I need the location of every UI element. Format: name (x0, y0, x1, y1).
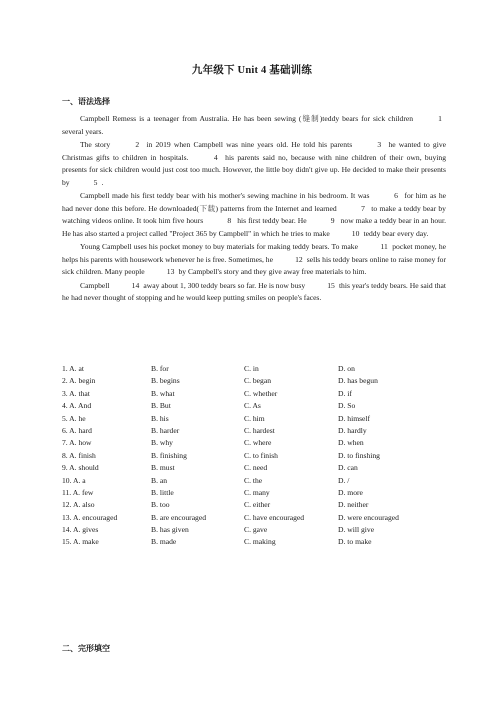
chinese-gloss: 下载 (199, 203, 216, 213)
passage-text-run: )teddy bears for sick children (319, 114, 417, 123)
option-a: 2. A. begin (62, 376, 96, 386)
passage-text-run: his parents said no, because with nine children of their own, buying presents for sick children would just cost too much. However, the little boy didn't give up. He decided to make their presents by (62, 152, 447, 187)
option-a: 7. A. how (62, 438, 92, 448)
passage-paragraph (62, 113, 446, 138)
blank-number: 8 (227, 216, 232, 225)
option-c: C. gave (244, 525, 268, 535)
passage-text-run: now make a teddy bear in an hour. He has also started a project called "Project 365 by Campbell" in which he tries to make (62, 216, 446, 238)
option-c: C. began (244, 376, 271, 386)
option-b: B. too (151, 500, 170, 510)
option-row (62, 487, 446, 499)
passage-text-run: Campbell Remess is a teenager from Australia. He has been sewing ( (80, 114, 302, 123)
blank-number: 11 (380, 242, 388, 251)
option-b: B. his (151, 413, 169, 423)
option-row (62, 413, 446, 425)
passage-paragraph (62, 241, 446, 279)
section-heading-cloze: 二、完形填空 (62, 644, 110, 653)
option-row (62, 400, 446, 412)
passage-text-run: for him as he had never done this before. He downloaded( (62, 191, 446, 213)
option-d: D. has begun (338, 376, 378, 386)
option-a: 1. A. at (62, 364, 84, 373)
blank-number: 13 (166, 267, 175, 276)
blank-number: 3 (377, 140, 382, 149)
option-b: B. made (151, 537, 177, 547)
blank-number: 9 (330, 216, 335, 225)
passage-text-run: his first teddy bear. He (235, 216, 309, 225)
option-b: B. begins (151, 376, 180, 386)
blank-number: 14 (131, 280, 140, 290)
option-d: D. if (338, 388, 352, 398)
option-a: 3. A. that (62, 388, 90, 398)
option-row (62, 375, 446, 387)
option-row (62, 450, 446, 462)
passage-text-run: Campbell (80, 280, 112, 290)
passage-text-run: Campbell made his first teddy bear with his mother's sewing machine in his bedroom. It was (80, 191, 372, 200)
blank-number: 5 (93, 177, 98, 187)
option-d: D. when (338, 438, 364, 448)
passage-text-run: ) patterns from the Internet and learned (215, 203, 339, 213)
option-a: 15. A. make (62, 537, 99, 547)
blank-number: 7 (361, 203, 365, 213)
option-row (62, 524, 446, 536)
option-a: 12. A. also (62, 500, 95, 510)
option-b: B. are encouraged (151, 512, 207, 522)
option-c: C. where (244, 438, 272, 448)
chinese-gloss: 缝制 (301, 114, 320, 123)
passage-text-run: by Campbell's story and they give away free materials to him. (176, 267, 367, 276)
blank-number: 12 (295, 254, 303, 264)
passage-text-run: this year's teddy bears. He said that he had never thought of stopping and he would keep putting smiles on people's faces. (62, 280, 446, 302)
option-d: D. were encouraged (338, 512, 399, 522)
option-c: C. making (244, 537, 276, 547)
option-b: B. But (151, 401, 171, 411)
option-d: D. can (338, 463, 358, 473)
option-c: C. the (244, 475, 263, 485)
passage-text (62, 113, 446, 306)
option-b: B. an (151, 475, 168, 485)
option-row (62, 475, 446, 487)
passage-text-run: pocket money, he helps his parents with housework whenever he is free. Sometimes, he (62, 242, 446, 264)
passage-text-run: teddy bear every day. (361, 228, 429, 238)
blank-number: 2 (135, 140, 140, 149)
blank-number: 15 (327, 280, 335, 290)
option-a: 9. A. should (62, 463, 99, 473)
option-d: D. on (338, 364, 355, 373)
passage-text-run: sells his teddy bears online to raise money for sick children. Many people (62, 254, 446, 276)
page-title: 九年级下 Unit 4 基础训练 (191, 65, 313, 76)
option-d: D. hardly (338, 425, 367, 435)
option-c: C. have encouraged (244, 512, 305, 522)
passage-text-run: away about 1, 300 teddy bears so far. He is now busy (141, 280, 308, 290)
passage-text-run: to make a teddy bear by watching videos online. It took him five hours (62, 203, 446, 225)
option-c: C. either (244, 500, 271, 510)
option-d: D. more (338, 487, 363, 497)
option-c: C. many (244, 487, 270, 497)
option-row (62, 536, 446, 548)
option-c: C. in (244, 364, 259, 373)
option-row (62, 388, 446, 400)
option-d: D. neither (338, 500, 369, 510)
option-b: B. why (151, 438, 173, 448)
option-a: 11. A. few (62, 487, 94, 497)
option-a: 6. A. hard (62, 425, 92, 435)
option-c: C. to finish (244, 450, 278, 460)
option-a: 8. A. finish (62, 450, 96, 460)
passage-text-run: several years. (62, 126, 104, 136)
passage-paragraph (62, 280, 446, 305)
option-row (62, 462, 446, 474)
option-c: C. As (244, 401, 261, 411)
passage-text-run: . (101, 177, 104, 187)
option-b: B. finishing (151, 450, 187, 460)
option-a: 4. A. And (62, 401, 92, 411)
option-d: D. / (338, 475, 350, 485)
option-row (62, 499, 446, 511)
option-d: D. So (338, 401, 356, 411)
option-b: B. must (151, 463, 175, 473)
option-a: 14. A. gives (62, 525, 99, 535)
option-c: C. hardest (244, 425, 275, 435)
options-table (62, 363, 446, 549)
option-c: C. need (244, 463, 268, 473)
option-b: B. what (151, 388, 175, 398)
option-c: C. whether (244, 388, 278, 398)
option-row (62, 425, 446, 437)
blank-number: 1 (438, 114, 442, 123)
option-d: D. will give (338, 525, 375, 535)
blank-number: 4 (213, 152, 218, 162)
option-d: D. himself (338, 413, 371, 423)
blank-number: 10 (351, 228, 360, 238)
option-b: B. little (151, 487, 174, 497)
passage-paragraph (62, 139, 446, 189)
passage-text-run: The story (80, 140, 114, 149)
option-a: 10. A. a (62, 475, 86, 485)
option-row (62, 363, 446, 375)
passage-text-run: he wanted to give Christmas gifts to children in hospitals. (62, 140, 446, 162)
passage-text-run: Young Campbell uses his pocket money to buy materials for making teddy bears. To make (80, 242, 361, 251)
option-row (62, 437, 446, 449)
option-d: D. to make (338, 537, 372, 547)
passage-text-run: in 2019 when Campbell was nine years old. He told his parents (143, 140, 356, 149)
option-b: B. has given (151, 525, 189, 535)
section-heading-grammar: 一、语法选择 (62, 97, 110, 106)
option-c: C. him (244, 413, 265, 423)
blank-number: 6 (394, 191, 398, 200)
option-b: B. for (151, 364, 169, 373)
passage-paragraph (62, 190, 446, 240)
option-row (62, 512, 446, 524)
option-a: 13. A. encouraged (62, 512, 118, 522)
option-a: 5. A. he (62, 413, 86, 423)
option-b: B. harder (151, 425, 180, 435)
option-d: D. to finshing (338, 450, 380, 460)
